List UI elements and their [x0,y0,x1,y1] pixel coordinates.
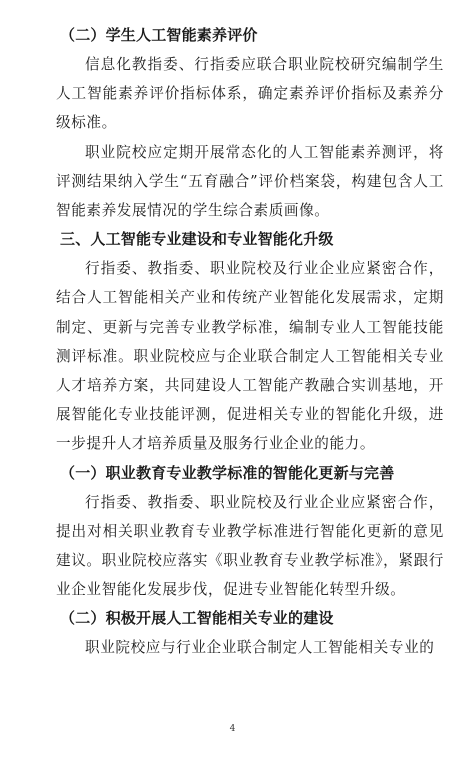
paragraph-professional-standards: 行指委、教指委、职业院校及行业企业应紧密合作，结合人工智能相关产业和传统产业智能化发展需求，定期制定、更新与完善专业教学标准，编制专业人工智能技能测评标准。职业院校应与企业联合制定人工智能相关专业人才培养方案，共同建设人工智能产教融合实训基地，开展智能化专业技能评测，促进相关专业的智能化升级，进一步提升人才培养质量及服务行业企业的能力。 [56,260,444,453]
paragraph-ai-majors-cooperation: 职业院校应与行业企业联合制定人工智能相关专业的 [85,639,435,657]
paragraph-regular-literacy-assessment: 职业院校应定期开展常态化的人工智能素养测评，将评测结果纳入学生“五育融合”评价档案袋，构建包含人工智能素养发展情况的学生综合素质画像。 [56,143,444,220]
paragraph-evaluation-index-system: 信息化教指委、行指委应联合职业院校研究编制学生人工智能素养评价指标体系，确定素养评价指标及素养分级标准。 [56,56,444,132]
heading-ai-related-majors: （二）积极开展人工智能相关专业的建设 [60,609,334,628]
heading-student-ai-literacy-evaluation: （二）学生人工智能素养评价 [60,26,258,44]
document-body [56,21,444,663]
heading-ai-major-construction: 三、人工智能专业建设和专业智能化升级 [60,230,334,249]
page-number: 4 [229,724,236,734]
heading-teaching-standards-update: （一）职业教育专业教学标准的智能化更新与完善 [60,463,395,482]
paragraph-standards-update-suggestions: 行指委、教指委、职业院校及行业企业应紧密合作，提出对相关职业教育专业教学标准进行智能化更新的意见建议。职业院校应落实《职业教育专业教学标准》，紧跟行业企业智能化发展步伐，促进专业智能化转型升级。 [56,493,444,599]
